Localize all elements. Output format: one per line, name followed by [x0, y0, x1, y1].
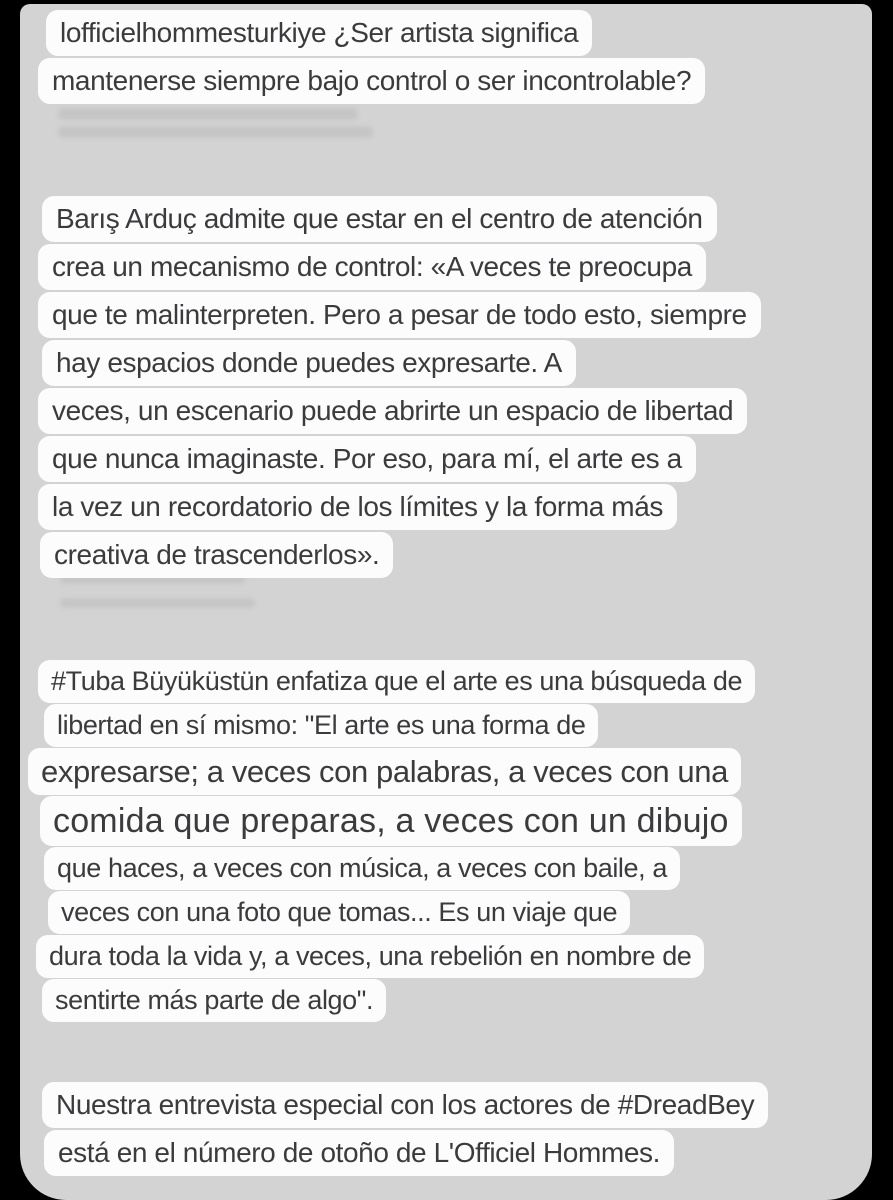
translated-line: la vez un recordatorio de los límites y la forma más [38, 484, 677, 530]
translated-line: libertad en sí mismo: "El arte es una forma de [44, 704, 598, 747]
caption-block-baris-arduc-quote [38, 196, 761, 580]
ghost-text-smudge [58, 126, 373, 138]
translated-line: hay espacios donde puedes expresarte. A [42, 340, 576, 386]
translated-line: crea un mecanismo de control: «A veces te preocupa [38, 244, 706, 290]
translated-line: está en el número de otoño de L'Officiel Hommes. [44, 1130, 674, 1176]
translated-line: comida que preparas, a veces con un dibujo [40, 796, 742, 846]
translated-image-panel [20, 4, 872, 1200]
translated-line: sentirte más parte de algo". [42, 979, 386, 1022]
translated-line: veces, un escenario puede abrirte un espacio de libertad [38, 388, 747, 434]
ghost-text-smudge [60, 598, 255, 608]
caption-block-interview-note [38, 1082, 768, 1178]
caption-block-tuba-buyukustun-quote [38, 660, 755, 1023]
translated-line: mantenerse siempre bajo control o ser incontrolable? [38, 58, 705, 104]
translated-line: creativa de trascenderlos». [40, 532, 393, 578]
ghost-text-smudge [58, 108, 358, 120]
translated-line: #Tuba Büyüküstün enfatiza que el arte es una búsqueda de [38, 660, 755, 703]
translated-line: Nuestra entrevista especial con los actores de #DreadBey [42, 1082, 768, 1128]
translated-line: que nunca imaginaste. Por eso, para mí, el arte es a [38, 436, 696, 482]
translated-line: que te malinterpreten. Pero a pesar de todo esto, siempre [38, 292, 761, 338]
translated-line: Barış Arduç admite que estar en el centro de atención [42, 196, 717, 242]
translated-line: que haces, a veces con música, a veces con baile, a [44, 847, 680, 890]
translated-line: expresarse; a veces con palabras, a veces con una [28, 748, 741, 795]
translated-line: dura toda la vida y, a veces, una rebelión en nombre de [36, 935, 704, 978]
translated-line: veces con una foto que tomas... Es un viaje que [48, 891, 630, 934]
translated-line: lofficielhommesturkiye ¿Ser artista significa [46, 10, 592, 56]
caption-block-question [38, 10, 705, 106]
